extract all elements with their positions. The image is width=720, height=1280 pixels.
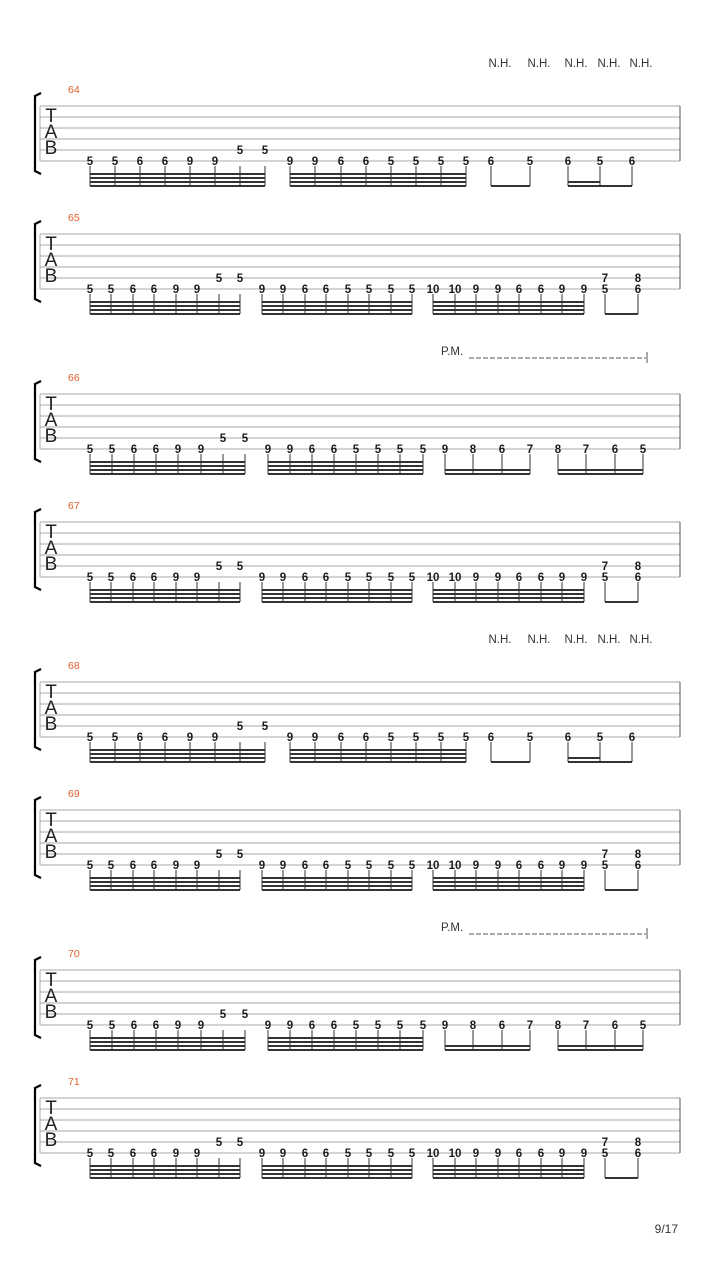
fret-number: 9 — [186, 732, 194, 744]
fret-number: 9 — [558, 572, 566, 584]
fret-number: 9 — [172, 284, 180, 296]
fret-number: 10 — [426, 284, 440, 296]
fret-number: 9 — [264, 1020, 272, 1032]
fret-number: 5 — [261, 145, 269, 157]
fret-number: 6 — [161, 732, 169, 744]
fret-number: 5 — [601, 572, 609, 584]
fret-number: 6 — [498, 444, 506, 456]
beam-group — [602, 273, 642, 314]
tab-clef-letter: A — [44, 698, 58, 719]
fret-number: 6 — [301, 572, 309, 584]
fret-number: 6 — [150, 572, 158, 584]
tab-clef-letter: B — [44, 714, 58, 735]
fret-number: 6 — [628, 732, 636, 744]
natural-harmonic-label: N.H. — [564, 634, 588, 646]
fret-number: 5 — [412, 732, 420, 744]
fret-number: 5 — [387, 860, 395, 872]
measure-number: 65 — [68, 212, 80, 224]
beam-group — [87, 273, 244, 314]
fret-number: 6 — [308, 444, 316, 456]
beam-group — [87, 1009, 249, 1050]
fret-number: 5 — [241, 1009, 249, 1021]
fret-number: 8 — [634, 849, 642, 861]
fret-number: 5 — [437, 732, 445, 744]
fret-number: 5 — [639, 444, 647, 456]
fret-number: 6 — [611, 444, 619, 456]
fret-number: 6 — [487, 156, 495, 168]
tab-clef-letter: B — [44, 1002, 58, 1023]
measure-number: 66 — [68, 372, 80, 384]
fret-number: 5 — [419, 1020, 427, 1032]
fret-number: 5 — [365, 572, 373, 584]
fret-number: 9 — [558, 860, 566, 872]
natural-harmonic-label: N.H. — [597, 634, 621, 646]
fret-number: 9 — [211, 732, 219, 744]
tab-clef-letter: T — [45, 682, 57, 703]
tab-clef-letter: T — [45, 810, 57, 831]
fret-number: 5 — [86, 444, 94, 456]
fret-number: 6 — [301, 1148, 309, 1160]
fret-number: 6 — [308, 1020, 316, 1032]
fret-number: 6 — [152, 1020, 160, 1032]
fret-number: 6 — [498, 1020, 506, 1032]
fret-number: 9 — [472, 860, 480, 872]
fret-number: 7 — [582, 444, 590, 456]
fret-number: 8 — [634, 561, 642, 573]
page-number: 9/17 — [654, 1222, 678, 1236]
fret-number: 8 — [634, 273, 642, 285]
fret-number: 9 — [580, 860, 588, 872]
fret-number: 9 — [211, 156, 219, 168]
fret-number: 9 — [279, 572, 287, 584]
fret-number: 9 — [580, 1148, 588, 1160]
fret-number: 10 — [426, 860, 440, 872]
fret-number: 6 — [150, 284, 158, 296]
fret-number: 5 — [107, 1148, 115, 1160]
fret-number: 10 — [448, 572, 462, 584]
tab-clef-letter: A — [44, 1114, 58, 1135]
fret-number: 6 — [515, 572, 523, 584]
fret-number: 10 — [448, 284, 462, 296]
tab-clef-letter: B — [44, 266, 58, 287]
fret-number: 5 — [526, 732, 534, 744]
fret-number: 10 — [426, 572, 440, 584]
fret-number: 5 — [601, 284, 609, 296]
tab-system — [35, 634, 680, 762]
tab-system — [35, 212, 680, 314]
fret-number: 5 — [219, 1009, 227, 1021]
fret-number: 7 — [601, 561, 609, 573]
fret-number: 9 — [472, 572, 480, 584]
fret-number: 7 — [526, 1020, 534, 1032]
fret-number: 5 — [462, 156, 470, 168]
fret-number: 6 — [322, 572, 330, 584]
fret-number: 6 — [634, 572, 642, 584]
tab-clef-letter: A — [44, 122, 58, 143]
tab-system — [35, 788, 680, 890]
tab-clef-letter: A — [44, 410, 58, 431]
fret-number: 6 — [337, 156, 345, 168]
fret-number: 5 — [412, 156, 420, 168]
fret-number: 9 — [193, 1148, 201, 1160]
fret-number: 5 — [408, 284, 416, 296]
beam-group — [602, 561, 642, 602]
fret-number: 6 — [515, 284, 523, 296]
fret-number: 5 — [344, 572, 352, 584]
fret-number: 6 — [537, 284, 545, 296]
fret-number: 5 — [108, 444, 116, 456]
fret-number: 5 — [236, 721, 244, 733]
fret-number: 9 — [311, 732, 319, 744]
fret-number: 6 — [537, 860, 545, 872]
fret-number: 6 — [301, 284, 309, 296]
fret-number: 6 — [130, 444, 138, 456]
fret-number: 5 — [387, 284, 395, 296]
fret-number: 6 — [322, 1148, 330, 1160]
natural-harmonic-label: N.H. — [629, 58, 653, 70]
natural-harmonic-label: N.H. — [488, 58, 512, 70]
fret-number: 6 — [322, 860, 330, 872]
fret-number: 5 — [108, 1020, 116, 1032]
fret-number: 9 — [558, 284, 566, 296]
measure-number: 68 — [68, 660, 80, 672]
fret-number: 6 — [129, 572, 137, 584]
fret-number: 10 — [426, 1148, 440, 1160]
fret-number: 9 — [258, 572, 266, 584]
fret-number: 9 — [494, 1148, 502, 1160]
fret-number: 9 — [580, 284, 588, 296]
fret-number: 9 — [172, 572, 180, 584]
fret-number: 9 — [193, 284, 201, 296]
natural-harmonic-label: N.H. — [597, 58, 621, 70]
fret-number: 8 — [469, 444, 477, 456]
fret-number: 5 — [639, 1020, 647, 1032]
fret-number: 5 — [374, 1020, 382, 1032]
beam-group — [87, 561, 244, 602]
fret-number: 5 — [344, 1148, 352, 1160]
fret-number: 9 — [494, 572, 502, 584]
fret-number: 5 — [437, 156, 445, 168]
fret-number: 9 — [580, 572, 588, 584]
tab-clef-letter: A — [44, 538, 58, 559]
fret-number: 5 — [387, 1148, 395, 1160]
fret-number: 5 — [107, 860, 115, 872]
fret-number: 5 — [601, 1148, 609, 1160]
tab-clef-letter: B — [44, 426, 58, 447]
fret-number: 5 — [215, 273, 223, 285]
fret-number: 6 — [161, 156, 169, 168]
fret-number: 9 — [286, 732, 294, 744]
fret-number: 5 — [107, 284, 115, 296]
fret-number: 5 — [387, 732, 395, 744]
fret-number: 9 — [197, 444, 205, 456]
fret-number: 5 — [344, 860, 352, 872]
natural-harmonic-label: N.H. — [527, 634, 551, 646]
fret-number: 9 — [441, 1020, 449, 1032]
fret-number: 6 — [150, 1148, 158, 1160]
natural-harmonic-label: N.H. — [488, 634, 512, 646]
fret-number: 6 — [322, 284, 330, 296]
natural-harmonic-label: N.H. — [527, 58, 551, 70]
fret-number: 6 — [330, 444, 338, 456]
fret-number: 9 — [286, 444, 294, 456]
fret-number: 5 — [219, 433, 227, 445]
fret-number: 5 — [107, 572, 115, 584]
fret-number: 5 — [396, 1020, 404, 1032]
fret-number: 6 — [129, 1148, 137, 1160]
fret-number: 9 — [172, 860, 180, 872]
beam-group — [87, 849, 244, 890]
tab-system — [35, 500, 680, 602]
fret-number: 9 — [174, 1020, 182, 1032]
fret-number: 9 — [258, 284, 266, 296]
fret-number: 5 — [86, 1020, 94, 1032]
tab-clef-letter: T — [45, 394, 57, 415]
fret-number: 5 — [462, 732, 470, 744]
tab-clef-letter: B — [44, 138, 58, 159]
tab-clef-letter: T — [45, 1098, 57, 1119]
fret-number: 6 — [130, 1020, 138, 1032]
fret-number: 5 — [236, 273, 244, 285]
fret-number: 5 — [365, 860, 373, 872]
beam-group — [87, 145, 269, 186]
fret-number: 5 — [408, 860, 416, 872]
fret-number: 9 — [193, 860, 201, 872]
fret-number: 6 — [634, 284, 642, 296]
beam-group — [87, 721, 269, 762]
fret-number: 7 — [601, 273, 609, 285]
fret-number: 9 — [264, 444, 272, 456]
fret-number: 10 — [448, 860, 462, 872]
fret-number: 7 — [601, 1137, 609, 1149]
fret-number: 5 — [241, 433, 249, 445]
measure-number: 69 — [68, 788, 80, 800]
fret-number: 8 — [554, 1020, 562, 1032]
fret-number: 5 — [352, 444, 360, 456]
fret-number: 5 — [111, 732, 119, 744]
fret-number: 5 — [86, 284, 94, 296]
fret-number: 5 — [352, 1020, 360, 1032]
natural-harmonic-label: N.H. — [564, 58, 588, 70]
fret-number: 5 — [236, 561, 244, 573]
fret-number: 6 — [129, 284, 137, 296]
fret-number: 6 — [150, 860, 158, 872]
fret-number: 5 — [344, 284, 352, 296]
fret-number: 8 — [469, 1020, 477, 1032]
measure-number: 71 — [68, 1076, 80, 1088]
fret-number: 9 — [441, 444, 449, 456]
beam-group — [602, 849, 642, 890]
fret-number: 9 — [279, 284, 287, 296]
fret-number: 9 — [286, 1020, 294, 1032]
measure-number: 64 — [68, 84, 80, 96]
tab-clef-letter: B — [44, 1130, 58, 1151]
fret-number: 6 — [537, 572, 545, 584]
fret-number: 6 — [628, 156, 636, 168]
fret-number: 7 — [601, 849, 609, 861]
fret-number: 5 — [408, 1148, 416, 1160]
fret-number: 5 — [526, 156, 534, 168]
fret-number: 9 — [172, 1148, 180, 1160]
measure-number: 67 — [68, 500, 80, 512]
fret-number: 6 — [564, 156, 572, 168]
fret-number: 5 — [261, 721, 269, 733]
beam-group — [87, 1137, 244, 1178]
fret-number: 9 — [472, 284, 480, 296]
tab-clef-letter: B — [44, 842, 58, 863]
beam-group — [87, 433, 249, 474]
fret-number: 5 — [236, 1137, 244, 1149]
tab-clef-letter: T — [45, 522, 57, 543]
fret-number: 5 — [86, 156, 94, 168]
natural-harmonic-label: N.H. — [629, 634, 653, 646]
fret-number: 5 — [387, 156, 395, 168]
fret-number: 9 — [193, 572, 201, 584]
fret-number: 8 — [634, 1137, 642, 1149]
tab-clef-letter: T — [45, 106, 57, 127]
fret-number: 5 — [86, 1148, 94, 1160]
fret-number: 9 — [174, 444, 182, 456]
fret-number: 6 — [537, 1148, 545, 1160]
tab-system — [35, 58, 680, 186]
fret-number: 6 — [152, 444, 160, 456]
fret-number: 9 — [472, 1148, 480, 1160]
fret-number: 9 — [286, 156, 294, 168]
fret-number: 6 — [362, 732, 370, 744]
measure-number: 70 — [68, 948, 80, 960]
fret-number: 5 — [601, 860, 609, 872]
fret-number: 5 — [86, 572, 94, 584]
fret-number: 5 — [236, 145, 244, 157]
fret-number: 5 — [111, 156, 119, 168]
fret-number: 6 — [564, 732, 572, 744]
fret-number: 5 — [374, 444, 382, 456]
beam-group — [602, 1137, 642, 1178]
fret-number: 9 — [494, 284, 502, 296]
tab-clef-letter: A — [44, 250, 58, 271]
fret-number: 10 — [448, 1148, 462, 1160]
fret-number: 5 — [408, 572, 416, 584]
tab-system — [35, 922, 680, 1050]
fret-number: 6 — [634, 1148, 642, 1160]
fret-number: 6 — [487, 732, 495, 744]
fret-number: 9 — [558, 1148, 566, 1160]
fret-number: 7 — [582, 1020, 590, 1032]
tab-clef-letter: T — [45, 234, 57, 255]
fret-number: 6 — [136, 732, 144, 744]
fret-number: 5 — [387, 572, 395, 584]
tab-system — [35, 346, 680, 474]
tab-clef-letter: T — [45, 970, 57, 991]
fret-number: 5 — [86, 732, 94, 744]
fret-number: 5 — [236, 849, 244, 861]
fret-number: 5 — [396, 444, 404, 456]
fret-number: 6 — [611, 1020, 619, 1032]
tab-clef-letter: A — [44, 986, 58, 1007]
palm-mute-label: P.M. — [441, 346, 464, 358]
fret-number: 6 — [362, 156, 370, 168]
fret-number: 6 — [129, 860, 137, 872]
fret-number: 9 — [197, 1020, 205, 1032]
fret-number: 9 — [311, 156, 319, 168]
fret-number: 9 — [186, 156, 194, 168]
fret-number: 6 — [301, 860, 309, 872]
fret-number: 5 — [215, 1137, 223, 1149]
fret-number: 6 — [634, 860, 642, 872]
tab-clef-letter: A — [44, 826, 58, 847]
fret-number: 6 — [515, 1148, 523, 1160]
palm-mute-label: P.M. — [441, 922, 464, 934]
fret-number: 5 — [596, 156, 604, 168]
fret-number: 7 — [526, 444, 534, 456]
fret-number: 8 — [554, 444, 562, 456]
fret-number: 9 — [279, 1148, 287, 1160]
fret-number: 6 — [337, 732, 345, 744]
fret-number: 6 — [136, 156, 144, 168]
fret-number: 6 — [330, 1020, 338, 1032]
fret-number: 6 — [515, 860, 523, 872]
fret-number: 5 — [86, 860, 94, 872]
fret-number: 5 — [419, 444, 427, 456]
fret-number: 5 — [215, 849, 223, 861]
fret-number: 5 — [365, 1148, 373, 1160]
fret-number: 9 — [258, 1148, 266, 1160]
fret-number: 5 — [215, 561, 223, 573]
fret-number: 9 — [494, 860, 502, 872]
fret-number: 9 — [258, 860, 266, 872]
fret-number: 9 — [279, 860, 287, 872]
fret-number: 5 — [365, 284, 373, 296]
tab-clef-letter: B — [44, 554, 58, 575]
tab-system — [35, 1076, 680, 1178]
fret-number: 5 — [596, 732, 604, 744]
